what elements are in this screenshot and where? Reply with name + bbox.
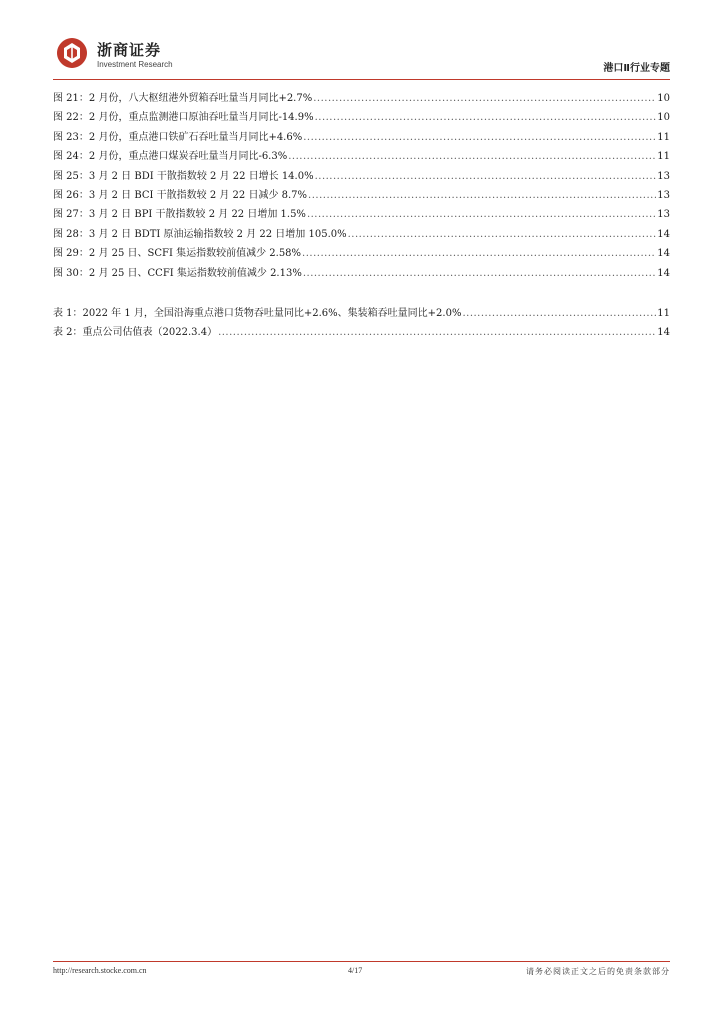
- toc-leader: [218, 327, 656, 338]
- toc-item-page: 14: [657, 228, 670, 240]
- toc-item-page: 13: [657, 170, 670, 182]
- toc-item[interactable]: [53, 89, 670, 108]
- figure-list: [53, 89, 670, 283]
- brand-name-cn: 浙商证券: [97, 41, 162, 59]
- toc-leader: [307, 209, 656, 220]
- toc-item-label: 图 27：3 月 2 日 BPI 干散指数较 2 月 22 日增加 1.5%: [53, 209, 306, 221]
- toc-item-label: 图 21：2 月份，八大枢纽港外贸箱吞吐量当月同比+2.7%: [53, 93, 313, 104]
- toc-item[interactable]: [53, 205, 670, 224]
- table-list: [53, 304, 670, 343]
- toc-item-page: 14: [657, 248, 670, 260]
- toc-item[interactable]: [53, 225, 670, 244]
- toc-item[interactable]: [53, 108, 670, 127]
- toc-item-label: 图 30：2 月 25 日、CCFI 集运指数较前值减少 2.13%: [53, 267, 302, 279]
- page-number: 4/17: [348, 966, 363, 975]
- report-topic: 港口Ⅱ行业专题: [603, 63, 670, 74]
- toc-leader: [303, 268, 656, 279]
- toc-item[interactable]: [53, 244, 670, 263]
- toc-item-page: 13: [657, 209, 670, 221]
- toc-item[interactable]: [53, 264, 670, 283]
- toc-leader: [302, 248, 656, 259]
- toc-item[interactable]: [53, 147, 670, 166]
- toc-item-label: 图 28：3 月 2 日 BDTI 原油运输指数较 2 月 22 日增加 105.0%: [53, 228, 347, 240]
- toc-leader: [315, 171, 657, 182]
- toc-item[interactable]: [53, 128, 670, 147]
- page-header: [53, 30, 670, 78]
- toc-item-label: 图 26：3 月 2 日 BCI 干散指数较 2 月 22 日减少 8.7%: [53, 189, 308, 201]
- toc-item-page: 13: [657, 189, 670, 201]
- footer-divider: [53, 961, 670, 962]
- toc-item[interactable]: [53, 304, 670, 323]
- toc-item-label: 表 1：2022 年 1 月，全国沿海重点港口货物吞吐量同比+2.6%、集装箱吞吐量同比+2.0%: [53, 308, 462, 319]
- toc-item-page: 11: [657, 131, 670, 143]
- toc-leader: [313, 93, 656, 104]
- toc-leader: [462, 308, 656, 319]
- toc-item-page: 14: [657, 267, 670, 279]
- header-divider: [53, 79, 670, 80]
- toc-item-label: 图 29：2 月 25 日、SCFI 集运指数较前值减少 2.58%: [53, 248, 302, 260]
- toc-item-page: 11: [657, 151, 670, 163]
- toc-leader: [303, 132, 656, 143]
- toc-item-label: 表 2：重点公司估值表（2022.3.4）: [53, 327, 218, 339]
- footer-disclaimer: 请务必阅读正文之后的免责条款部分: [526, 967, 670, 976]
- toc-leader: [288, 151, 656, 162]
- toc-item-page: 14: [657, 327, 670, 339]
- toc-item-label: 图 22：2 月份，重点监测港口原油吞吐量当月同比-14.9%: [53, 112, 314, 124]
- toc-leader: [315, 112, 657, 123]
- toc-item-label: 图 25：3 月 2 日 BDI 干散指数较 2 月 22 日增长 14.0%: [53, 170, 314, 182]
- toc-item[interactable]: [53, 323, 670, 342]
- footer-url[interactable]: http://research.stocke.com.cn: [53, 966, 147, 975]
- toc-leader: [308, 190, 656, 201]
- toc-item-page: 10: [657, 93, 670, 104]
- toc-leader: [348, 229, 657, 240]
- toc-item-label: 图 24：2 月份，重点港口煤炭吞吐量当月同比-6.3%: [53, 151, 288, 163]
- toc-item-page: 10: [657, 112, 670, 124]
- toc-item[interactable]: [53, 186, 670, 205]
- brand-name-en: Investment Research: [97, 60, 173, 69]
- toc-item-page: 11: [657, 308, 670, 319]
- toc-item[interactable]: [53, 167, 670, 186]
- stocke-logo-icon: [55, 36, 89, 70]
- toc-item-label: 图 23：2 月份，重点港口铁矿石吞吐量当月同比+4.6%: [53, 131, 303, 143]
